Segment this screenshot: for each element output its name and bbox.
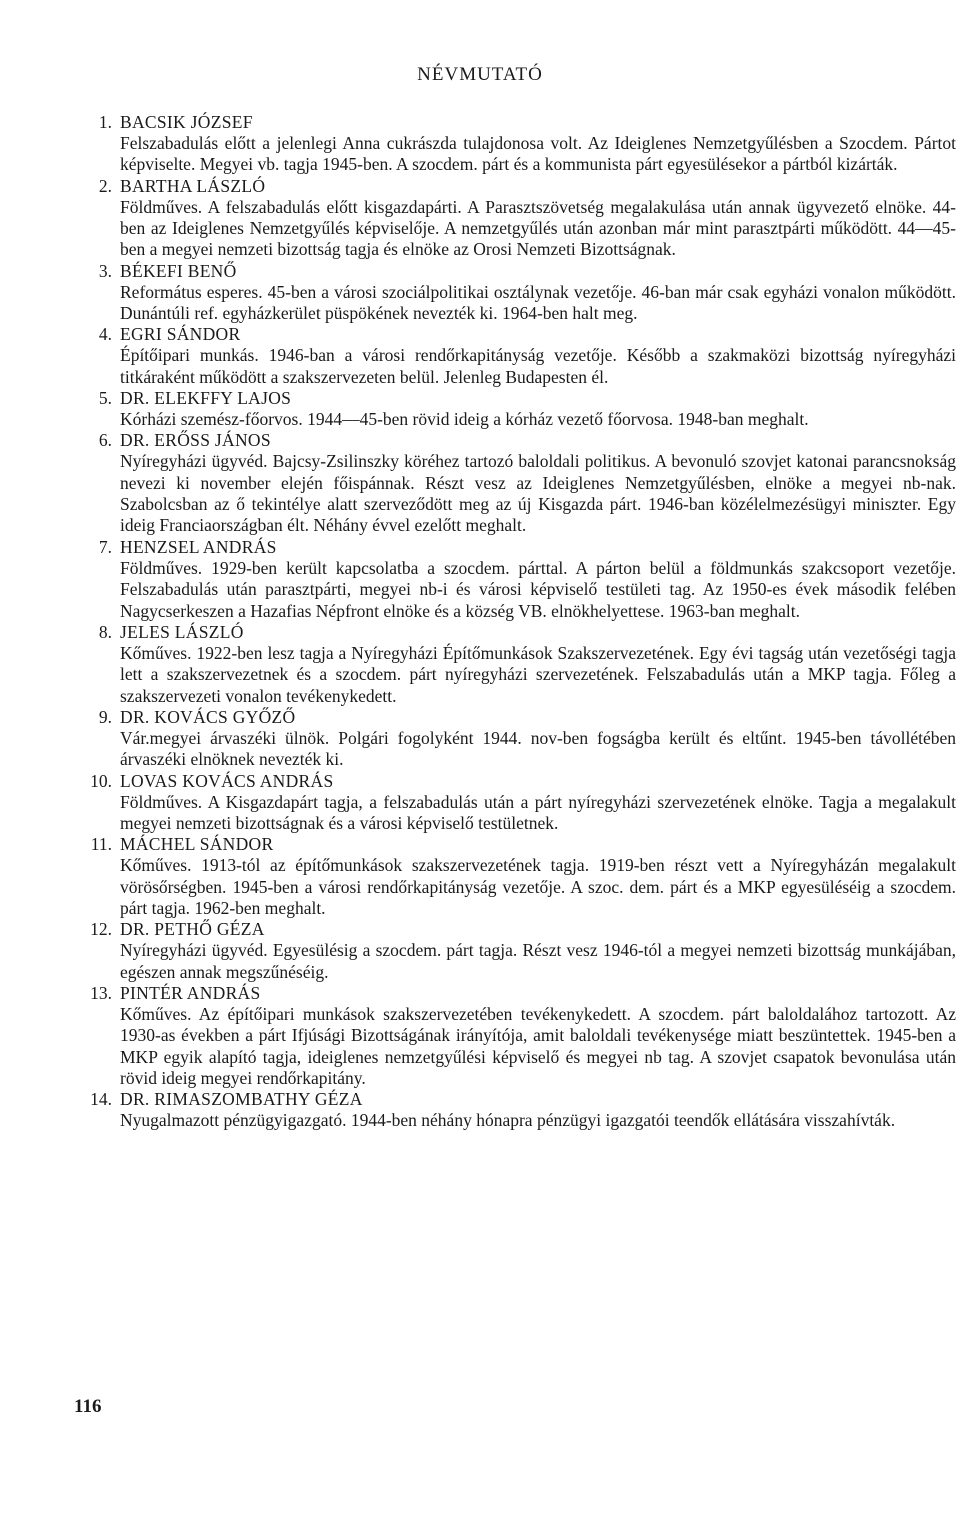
entry-number: 10. xyxy=(90,770,112,791)
entry-description: Felszabadulás előtt a jelenlegi Anna cukrászda tulajdonosa volt. Az Ideiglenes Nemzetgyűlésben a Szocdem. Pártot képviselte. Megyei vb. tagja 1945-ben. A szocdem. párt és a kommunista párt egyesülésekor a pártból kizárták. xyxy=(120,133,956,175)
entry-name: DR. KOVÁCS GYŐZŐ xyxy=(120,706,296,727)
entry-name: DR. ELEKFFY LAJOS xyxy=(120,388,292,409)
index-entry xyxy=(0,1089,960,1131)
index-entry xyxy=(0,430,960,536)
entry-number: 2. xyxy=(98,175,112,196)
entry-description: Kőműves. 1922-ben lesz tagja a Nyíregyházi Építőmunkások Szakszervezetének. Egy évi tagság után vezetőségi tagja lett a szakszervezetnek és a szocdem. párt nyíregyházi szervezetének. Felszabadulás után a MKP tagja. Főleg a szakszervezeti vonalon tevékenykedett. xyxy=(120,642,956,706)
entry-description: Nyíregyházi ügyvéd. Bajcsy-Zsilinszky köréhez tartozó baloldali politikus. A bevonuló szovjet katonai parancsnokság nevezi ki november elején főispánnak. Részt vesz az Ideiglenes Nemzetgyűlésben, elnöke a megyei nb-nak. Szabolcsban az ő tekintélye alatt szerveződött meg az új Kisgazda párt. 1946-ban közélelmezésügyi miniszter. Egy ideig Franciaországban élt. Néhány évvel ezelőtt meghalt. xyxy=(120,451,956,536)
entry-name: BÉKEFI BENŐ xyxy=(120,260,237,281)
entry-name: LOVAS KOVÁCS ANDRÁS xyxy=(120,770,334,791)
entry-number: 4. xyxy=(98,324,112,345)
entry-number: 12. xyxy=(90,919,112,940)
index-entry xyxy=(0,261,960,325)
entry-number: 13. xyxy=(90,982,112,1003)
entry-name: PINTÉR ANDRÁS xyxy=(120,982,261,1003)
index-entry xyxy=(0,983,960,1089)
entry-number: 9. xyxy=(98,706,112,727)
entry-number: 14. xyxy=(90,1089,112,1110)
entry-name: DR. PETHŐ GÉZA xyxy=(120,919,265,940)
entry-name: HENZSEL ANDRÁS xyxy=(120,536,277,557)
entry-number: 3. xyxy=(98,260,112,281)
entry-description: Vár.megyei árvaszéki ülnök. Polgári fogolyként 1944. nov-ben fogságba került és eltűnt. 1945-ben távollétében árvaszéki elnöknek nevezték ki. xyxy=(120,727,956,770)
index-entry xyxy=(0,834,960,919)
index-entry xyxy=(0,176,960,261)
entry-number: 6. xyxy=(98,430,112,451)
entry-name: MÁCHEL SÁNDOR xyxy=(120,834,274,855)
entry-description: Református esperes. 45-ben a városi szociálpolitikai osztálynak vezetője. 46-ban már csak egyházi vonalon működött. Dunántúli ref. egyházkerület püspökének nevezték ki. 1964-ben halt meg. xyxy=(120,281,956,324)
index-entry xyxy=(0,537,960,622)
index-entry xyxy=(0,771,960,835)
index-entry xyxy=(0,324,960,388)
entry-name: BACSIK JÓZSEF xyxy=(120,112,253,132)
index-entry xyxy=(0,919,960,983)
index-entry xyxy=(0,707,960,771)
index-entry xyxy=(0,622,960,707)
entry-description: Kőműves. Az építőipari munkások szakszervezetében tevékenykedett. A szocdem. párt baloldalához tartozott. Az 1930-as években a párt Ifjúsági Bizottságának irányítója, amit baloldali tevékenysége miatt beszüntettek. 1945-ben a MKP egyik alapító tagja, ideiglenes nemzetgyűlési képviselő és megyei nb tag. A szovjet csapatok bevonulása után rövid ideig megyei rendőrkapitány. xyxy=(120,1003,956,1088)
entry-number: 1. xyxy=(98,112,112,132)
entry-name: BARTHA LÁSZLÓ xyxy=(120,175,266,196)
page-number: 116 xyxy=(74,1396,102,1417)
name-index-list xyxy=(0,112,960,1132)
entry-number: 11. xyxy=(90,834,112,855)
index-entry xyxy=(0,388,960,430)
entry-description: Földműves. 1929-ben került kapcsolatba a szocdem. párttal. A párton belül a földmunkás szakcsoport vezetője. Felszabadulás után parasztpárti, megyei nb-i és városi képviselő testületi tag. Az 1950-es évek második felében Nagycserkeszen a Hazafias Népfront elnöke és a község VB. elnökhelyettese. 1963-ban meghalt. xyxy=(120,557,956,621)
entry-name: DR. RIMASZOMBATHY GÉZA xyxy=(120,1089,363,1110)
index-entry xyxy=(0,112,960,176)
entry-number: 7. xyxy=(98,536,112,557)
entry-description: Földműves. A felszabadulás előtt kisgazdapárti. A Parasztszövetség megalakulása után annak ügyvezető elnöke. 44-ben az Ideiglenes Nemzetgyűlés képviselője. A nemzetgyűlés után azonban már mint parasztpárti működött. 44—45-ben a megyei nemzeti bizottság tagja és elnöke az Orosi Nemzeti Bizottságnak. xyxy=(120,196,956,260)
entry-description: Kőműves. 1913-tól az építőmunkások szakszervezetének tagja. 1919-ben részt vett a Nyíregyházán megalakult vörösőrségben. 1945-ben a városi rendőrkapitányság vezetője. A szoc. dem. párt és a MKP egyesüléséig a szocdem. párt tagja. 1962-ben meghalt. xyxy=(120,855,956,918)
entry-name: EGRI SÁNDOR xyxy=(120,324,241,345)
entry-description: Nyíregyházi ügyvéd. Egyesülésig a szocdem. párt tagja. Részt vesz 1946-tól a megyei nemzeti bizottság munkájában, egészen annak megszűnéséig. xyxy=(120,940,956,982)
entry-name: DR. ERŐSS JÁNOS xyxy=(120,430,271,451)
entry-description: Kórházi szemész-főorvos. 1944—45-ben rövid ideig a kórház vezető főorvosa. 1948-ban meghalt. xyxy=(120,409,809,430)
entry-description: Földműves. A Kisgazdapárt tagja, a felszabadulás után a párt nyíregyházi szervezetének elnöke. Tagja a megalakult megyei nemzeti bizottságnak és a városi képviselő testületnek. xyxy=(120,791,956,833)
page-title: NÉVMUTATÓ xyxy=(417,64,543,85)
entry-description: Nyugalmazott pénzügyigazgató. 1944-ben néhány hónapra pénzügyi igazgatói teendők ellátására visszahívták. xyxy=(120,1110,896,1131)
entry-name: JELES LÁSZLÓ xyxy=(120,621,244,642)
entry-number: 5. xyxy=(98,388,112,409)
entry-description: Építőipari munkás. 1946-ban a városi rendőrkapitányság vezetője. Később a szakmaközi bizottság nyíregyházi titkáraként működött a szakszervezeten belül. Jelenleg Budapesten él. xyxy=(120,345,956,387)
entry-number: 8. xyxy=(98,621,112,642)
